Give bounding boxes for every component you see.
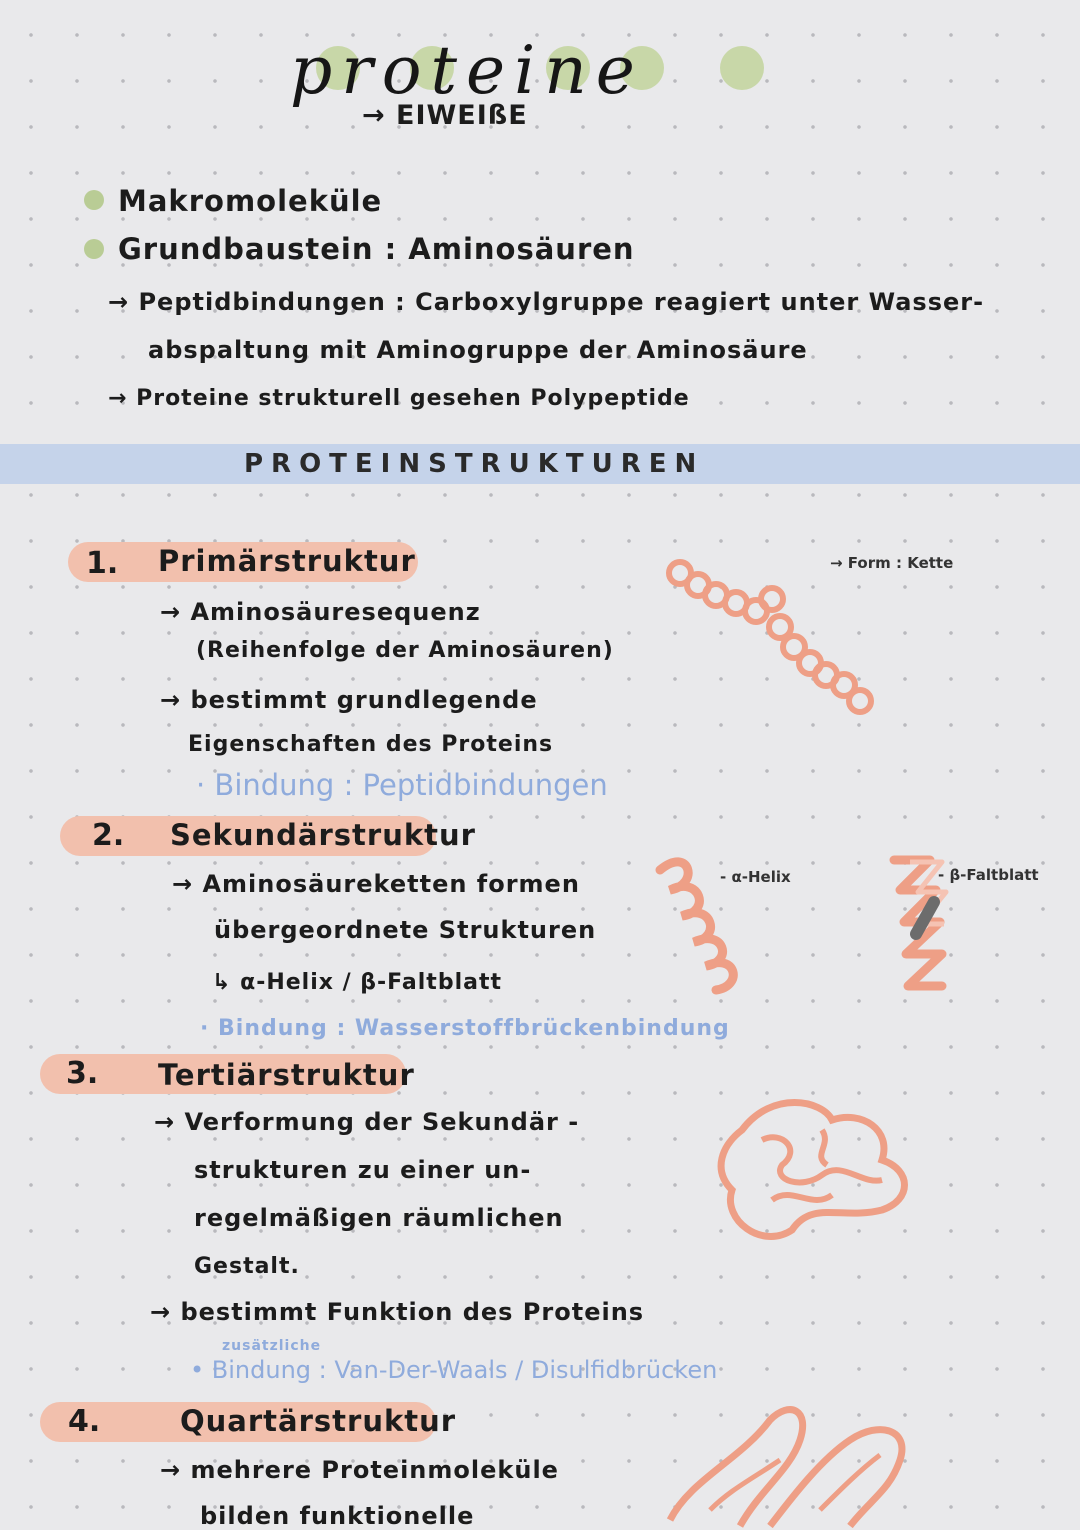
chain-beads: [669, 562, 871, 712]
page-subtitle: → EIWEIßE: [362, 100, 528, 131]
number-2: 2.: [92, 818, 125, 853]
bullet-makromolekuele: Makromoleküle: [118, 184, 383, 218]
tertiaer-line: Gestalt.: [194, 1254, 300, 1279]
primaer-line: Eigenschaften des Proteins: [188, 732, 554, 757]
sekundaer-line: übergeordnete Strukturen: [214, 916, 597, 944]
primaer-line: → bestimmt grundlegende: [160, 686, 538, 714]
title-block: [290, 28, 790, 108]
intro-peptide-line2: abspaltung mit Aminogruppe der Aminosäure: [148, 336, 808, 364]
tertiaer-bond: • Bindung : Van-Der-Waals / Disulfidbrücken: [190, 1356, 718, 1384]
title-highlight-dot: [720, 46, 764, 90]
quaternary-structure-drawing: [650, 1400, 950, 1526]
quartaer-line: bilden funktionelle: [200, 1502, 475, 1530]
sekundaer-line: → Aminosäureketten formen: [172, 870, 580, 898]
label-tertiaerstruktur: Tertiärstruktur: [158, 1058, 415, 1092]
quartaer-line: → mehrere Proteinmoleküle: [160, 1456, 559, 1484]
chain-drawing: [660, 555, 890, 725]
intro-polypeptide: → Proteine strukturell gesehen Polypeptide: [108, 386, 690, 411]
sekundaer-line: ↳ α-Helix / β-Faltblatt: [212, 970, 502, 995]
tertiaer-function: → bestimmt Funktion des Proteins: [150, 1298, 645, 1326]
tertiaer-line: → Verformung der Sekundär -: [154, 1108, 580, 1136]
primaer-line: (Reihenfolge der Aminosäuren): [196, 638, 614, 663]
tertiaer-line: regelmäßigen räumlichen: [194, 1204, 564, 1232]
intro-peptide-line1: → Peptidbindungen : Carboxylgruppe reagiert unter Wasser-: [108, 288, 985, 316]
beta-sheet-drawing: [880, 850, 960, 1020]
label-sekundaerstruktur: Sekundärstruktur: [170, 818, 476, 852]
note-alpha-helix: - α-Helix: [720, 868, 791, 886]
section-heading: PROTEINSTRUKTUREN: [244, 449, 705, 479]
tertiaer-line: strukturen zu einer un-: [194, 1156, 532, 1184]
primaer-bond: · Bindung : Peptidbindungen: [196, 768, 608, 802]
primaer-line: → Aminosäuresequenz: [160, 598, 481, 626]
label-quartaerstruktur: Quartärstruktur: [180, 1404, 457, 1438]
bullet-dot: [84, 239, 104, 259]
bullet-grundbaustein: Grundbaustein : Aminosäuren: [118, 232, 635, 266]
alpha-helix-drawing: [650, 850, 760, 1000]
label-primaerstruktur: Primärstruktur: [158, 544, 416, 578]
sekundaer-bond: · Bindung : Wasserstoffbrückenbindung: [200, 1016, 730, 1041]
bullet-dot: [84, 190, 104, 210]
tertiaer-bond-prefix: zusätzliche: [222, 1338, 322, 1354]
tertiary-structure-drawing: [712, 1090, 922, 1250]
note-beta-faltblatt: - β-Faltblatt: [938, 866, 1039, 884]
number-4: 4.: [68, 1404, 101, 1439]
note-form-kette: → Form : Kette: [830, 554, 954, 572]
number-1: 1.: [86, 546, 119, 581]
page-title: proteine: [290, 32, 644, 109]
number-3: 3.: [66, 1056, 99, 1091]
